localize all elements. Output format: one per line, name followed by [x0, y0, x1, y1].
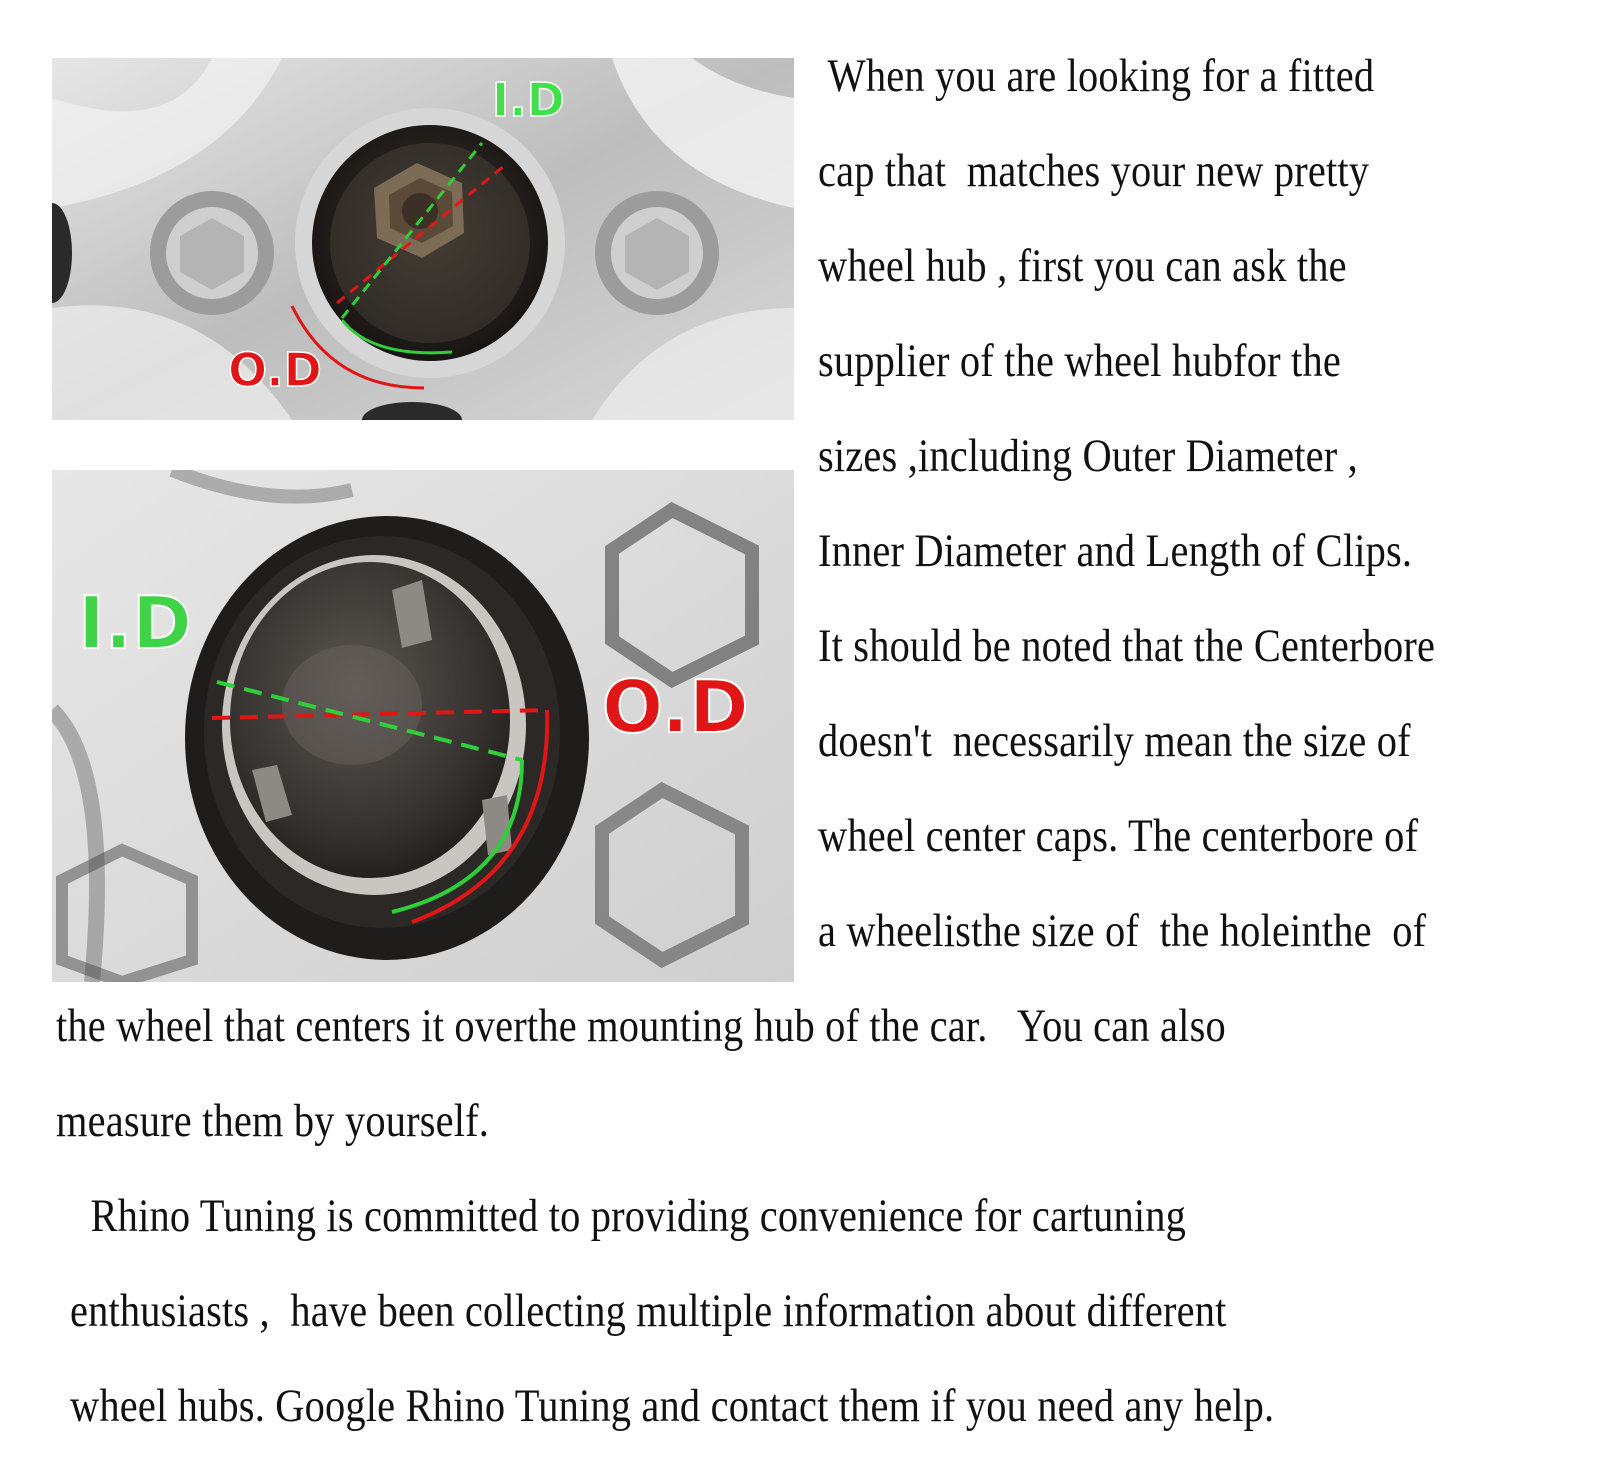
paragraph-line: a wheelisthe size of the holeinthe of [818, 905, 1427, 957]
center-cap-photo [52, 470, 794, 982]
wheel-hub-photo [52, 58, 794, 420]
center-cap-illustration [52, 470, 794, 982]
inner-diameter-label: I.D [492, 73, 565, 127]
paragraph-line: wheel hubs. Google Rhino Tuning and contact them if you need any help. [70, 1380, 1275, 1432]
paragraph-line: Rhino Tuning is committed to providing convenience for cartuning [70, 1190, 1187, 1242]
paragraph-line: wheel hub , first you can ask the [818, 240, 1347, 292]
paragraph-line: sizes ,including Outer Diameter , [818, 430, 1358, 482]
paragraph-line: supplier of the wheel hubfor the [818, 335, 1341, 387]
paragraph-line: doesn't necessarily mean the size of [818, 715, 1411, 767]
paragraph-line: measure them by yourself. [56, 1095, 490, 1147]
wheel-hub-illustration [52, 58, 794, 420]
outer-diameter-label: O.D [228, 343, 322, 397]
paragraph-line: wheel center caps. The centerbore of [818, 810, 1419, 862]
paragraph-line: the wheel that centers it overthe mounting hub of the car. You can also [56, 1000, 1226, 1052]
paragraph-line: enthusiasts , have been collecting multiple information about different [70, 1285, 1227, 1337]
paragraph-line: cap that matches your new pretty [818, 145, 1370, 197]
paragraph-line: It should be noted that the Centerbore [818, 620, 1436, 672]
outer-diameter-label: O.D [602, 665, 749, 749]
paragraph-line: Inner Diameter and Length of Clips. [818, 525, 1413, 577]
inner-diameter-label: I.D [78, 581, 192, 665]
paragraph-line: When you are looking for a fitted [818, 50, 1375, 102]
